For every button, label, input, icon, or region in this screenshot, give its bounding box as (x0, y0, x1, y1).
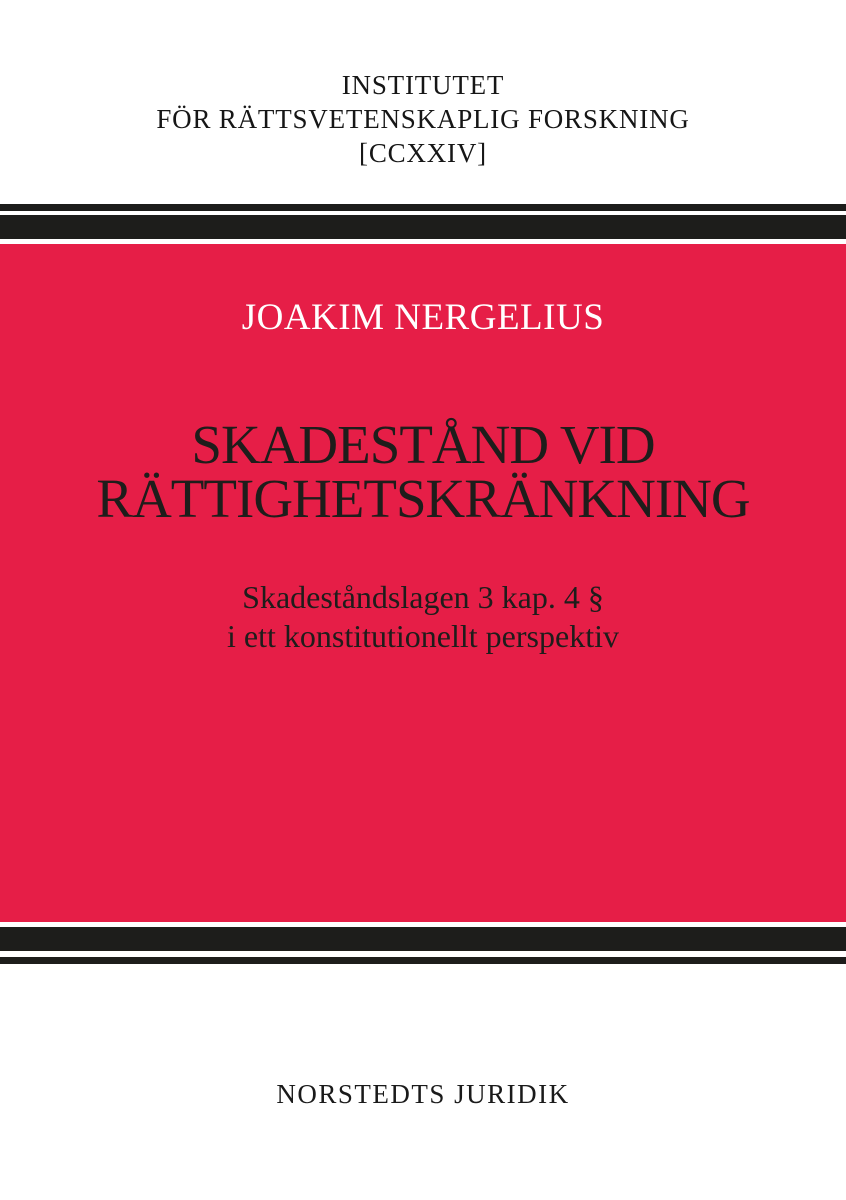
institute-header (0, 68, 846, 170)
publisher-name: NORSTEDTS JURIDIK (276, 1079, 570, 1109)
book-subtitle-line-1: Skadeståndslagen 3 kap. 4 § (242, 579, 604, 615)
book-subtitle (0, 578, 846, 656)
institute-line-1: INSTITUTET (341, 70, 505, 100)
author-name: JOAKIM NERGELIUS (241, 297, 605, 338)
top-thick-rule (0, 215, 846, 239)
bottom-thick-rule (0, 927, 846, 951)
institute-series-number: [CCXXIV] (359, 138, 487, 168)
book-subtitle-line-2: i ett konstitutionellt perspektiv (227, 618, 619, 654)
book-title (0, 414, 846, 529)
book-title-line-1: SKADESTÅND VID (191, 414, 655, 475)
top-thin-rule (0, 204, 846, 211)
institute-line-2: FÖR RÄTTSVETENSKAPLIG FORSKNING (156, 104, 690, 134)
bottom-thin-rule (0, 957, 846, 964)
book-title-line-2: RÄTTIGHETSKRÄNKNING (96, 468, 750, 529)
